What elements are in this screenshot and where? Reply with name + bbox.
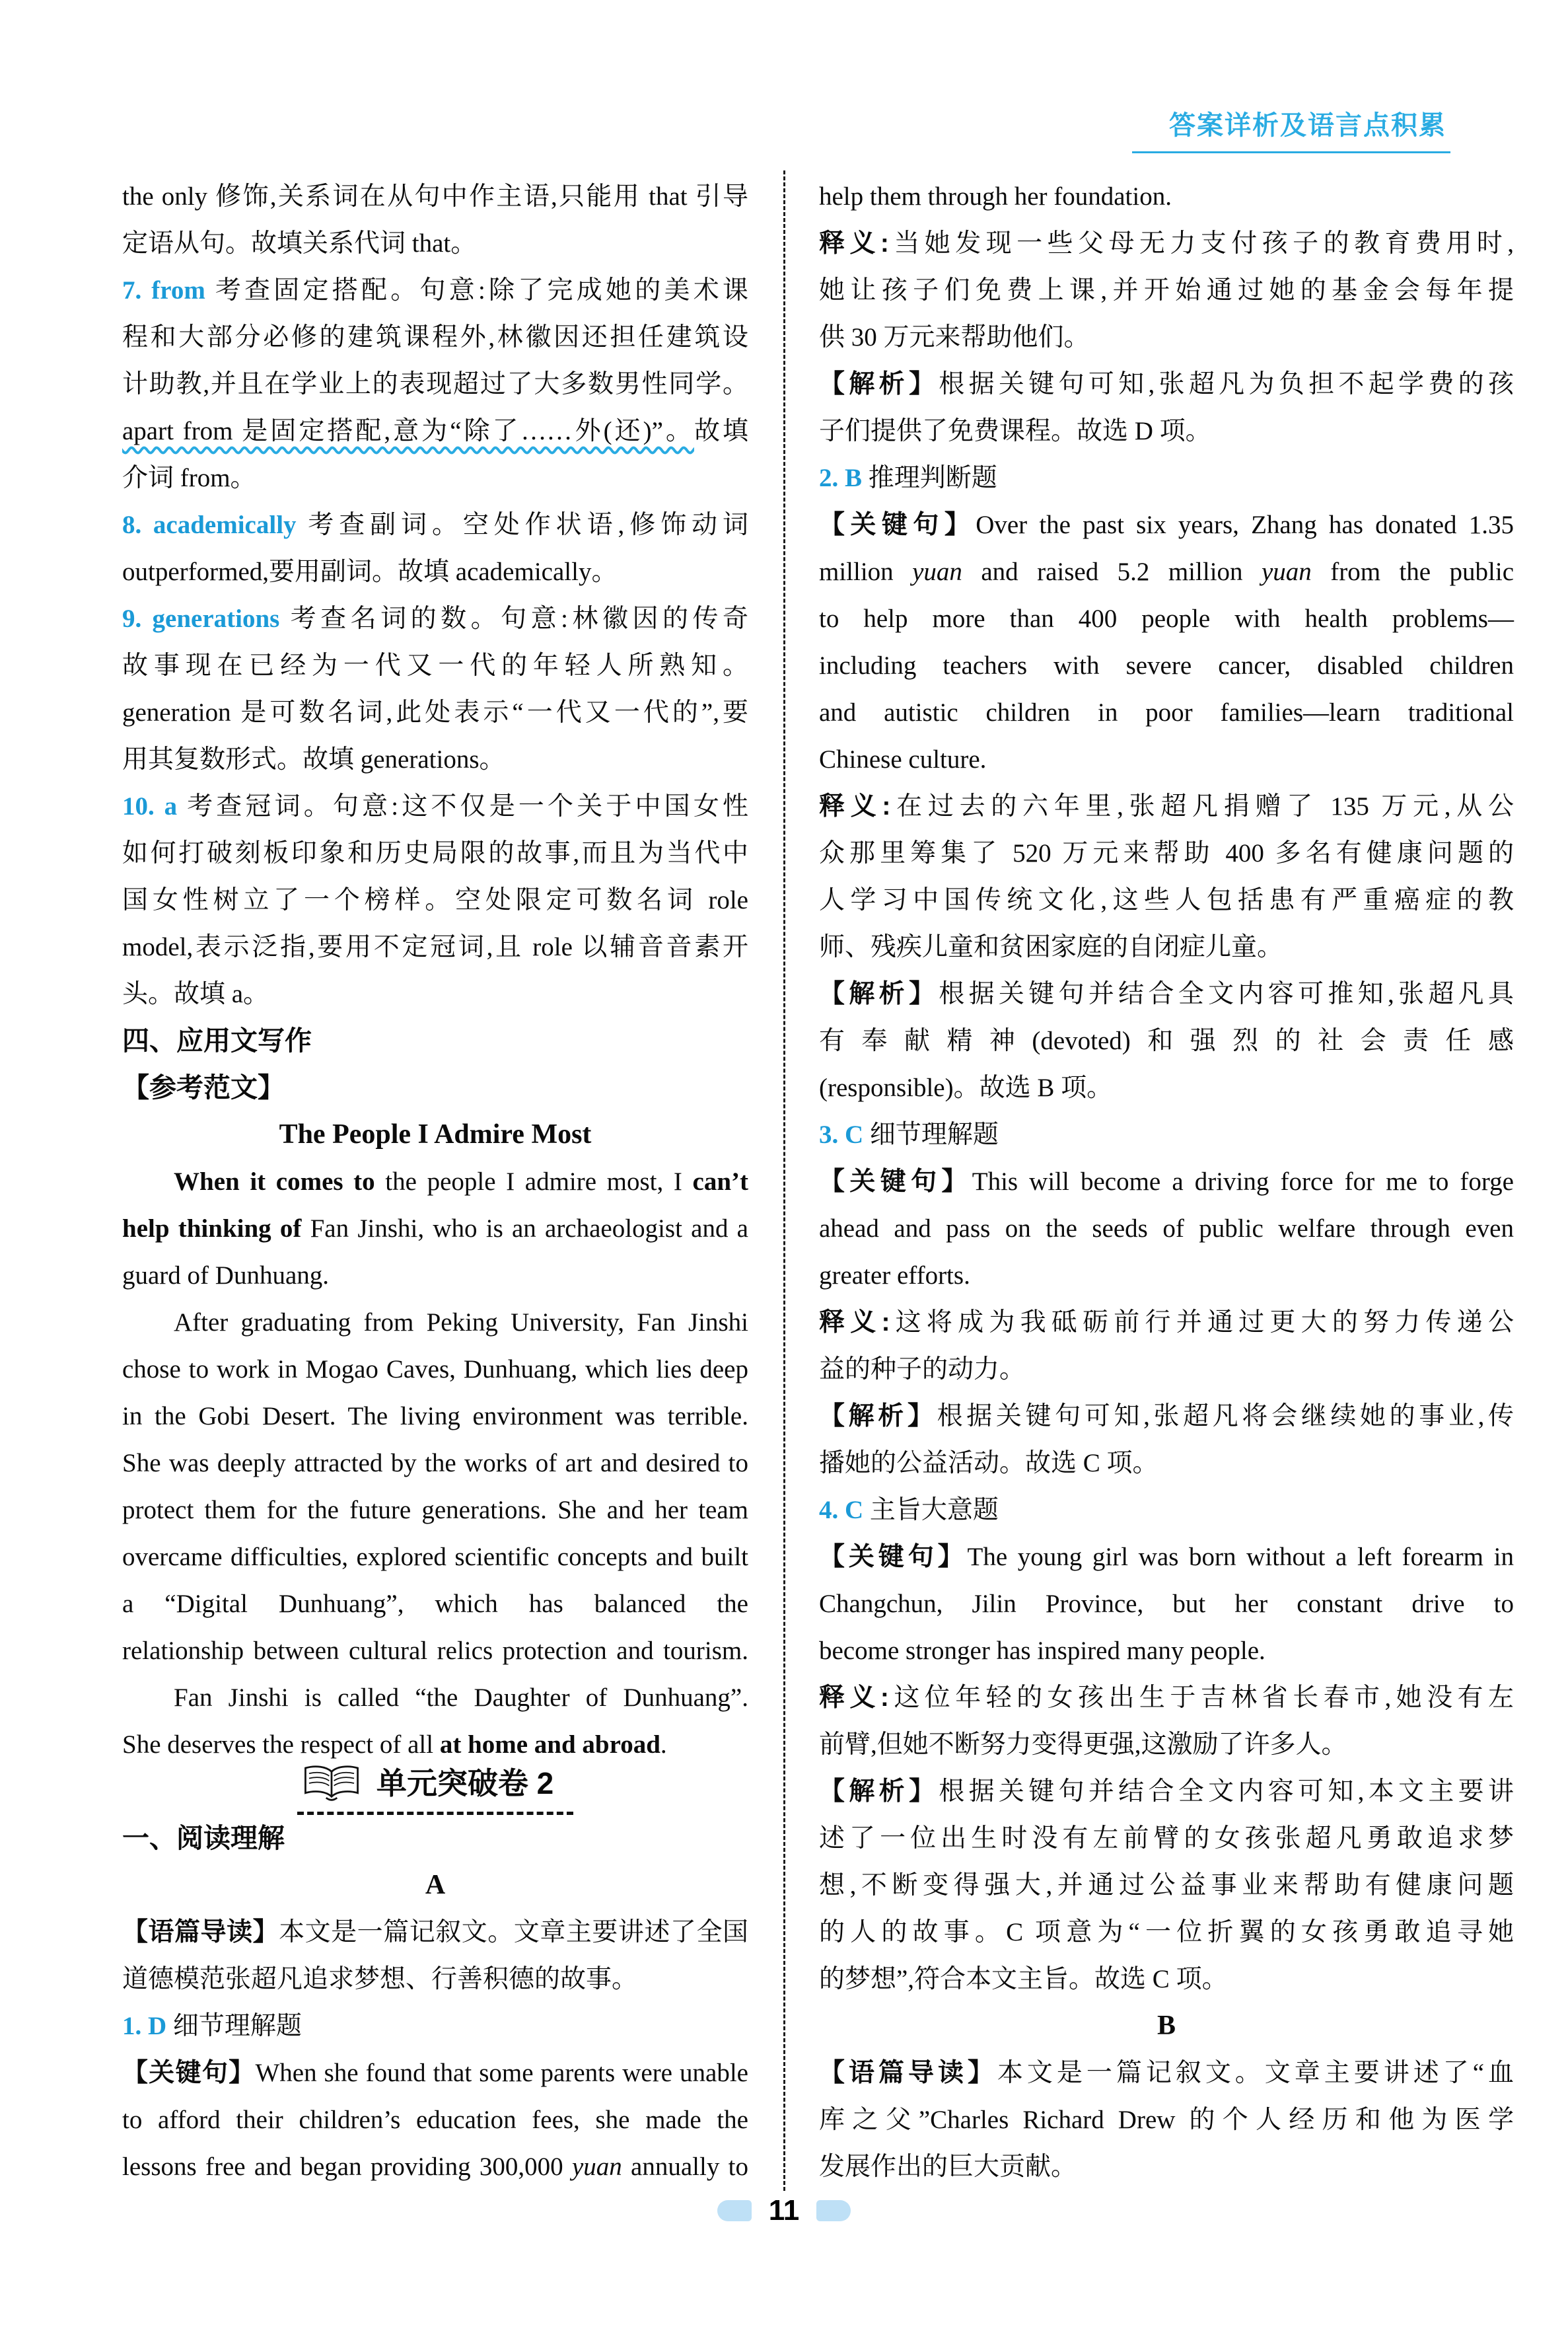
footer-left-pill	[717, 2200, 752, 2221]
text-line	[819, 1768, 1514, 1815]
text-segment: 本文是一篇记叙文。文章主要讲述了全国	[279, 1918, 748, 1946]
page-header-title: 答案详析及语言点积累	[1132, 104, 1450, 153]
text-segment: Fan Jinshi is called “the Daughter of Dunhuang”.	[174, 1683, 748, 1712]
text-segment: 细节理解题	[863, 1121, 999, 1149]
text-segment: 本文是一篇记叙文。文章主要讲述了“血	[997, 2059, 1514, 2087]
text-segment: 如何打破刻板印象和历史局限的故事,而且为当代中	[122, 839, 748, 867]
text-line	[819, 501, 1514, 548]
text-segment: 师、残疾儿童和贫困家庭的自闭症儿童。	[819, 933, 1283, 961]
text-segment: 定语从句。故填关系代词 that。	[122, 229, 477, 258]
text-segment: 述了一位出生时没有左前臂的女孩张超凡勇敢追求梦	[819, 1824, 1514, 1853]
text-segment: a “Digital Dunhuang”, which has balanced the	[122, 1590, 748, 1618]
text-segment: A	[425, 1870, 446, 1900]
text-line	[819, 1674, 1514, 1721]
text-segment: 2. B	[819, 464, 863, 492]
text-line	[122, 548, 748, 595]
text-line	[122, 1909, 748, 1956]
text-segment: When it comes to	[174, 1167, 375, 1196]
text-line	[122, 1533, 748, 1580]
text-segment: 想,不断变得强大,并通过公益事业来帮助有健康问题	[819, 1871, 1514, 1900]
text-line	[819, 1815, 1514, 1862]
text-line	[819, 1440, 1514, 1487]
text-line	[819, 830, 1514, 877]
page-footer	[0, 2194, 1568, 2227]
text-segment: 介词 from。	[122, 464, 256, 492]
text-line	[122, 642, 748, 689]
text-line	[819, 1487, 1514, 1533]
text-segment: 考查名词的数。句意:林徽因的传奇	[279, 605, 749, 633]
text-segment: Over the past six years, Zhang has donated 1.35	[976, 511, 1514, 539]
text-line	[819, 173, 1514, 220]
text-segment: outperformed,要用副词。故填 academically。	[122, 558, 618, 586]
text-segment: 头。故填 a。	[122, 980, 269, 1008]
text-segment: This will become a driving force for me to forge	[972, 1167, 1514, 1196]
text-segment: The young girl was born without a left forearm in	[967, 1543, 1514, 1571]
text-segment: Chinese culture.	[819, 745, 987, 774]
text-line	[819, 1580, 1514, 1627]
text-segment: 的梦想”,符合本文主旨。故选 C 项。	[819, 1965, 1228, 1993]
text-segment: ahead and pass on the seeds of public welfare through even	[819, 1214, 1514, 1243]
text-line	[819, 361, 1514, 408]
text-segment: relationship between cultural relics protection and tourism.	[122, 1637, 748, 1665]
text-segment: 4. C	[819, 1496, 864, 1524]
text-segment: 考查冠词。句意:这不仅是一个关于中国女性	[177, 792, 749, 821]
text-segment: 子们提供了免费课程。故选 D 项。	[819, 417, 1211, 445]
text-segment: 库之父”Charles Richard Drew 的个人经历和他为医学	[819, 2106, 1514, 2134]
text-segment: protect them for the future generations. She and her team	[122, 1496, 748, 1524]
footer-right-pill	[816, 2200, 851, 2221]
text-segment: 程和大部分必修的建筑课程外,林徽因还担任建筑设	[122, 323, 748, 351]
text-line	[819, 1252, 1514, 1299]
text-line	[122, 408, 748, 455]
unit-banner-line	[122, 1768, 748, 1815]
text-segment: help them through her foundation.	[819, 182, 1172, 211]
text-segment: million	[819, 558, 913, 586]
text-segment: 一、阅读理解	[122, 1823, 285, 1853]
text-segment: 故填	[694, 417, 748, 445]
text-line	[819, 314, 1514, 361]
text-segment: 的人的故事。C 项意为“一位折翼的女孩勇敢追寻她	[819, 1918, 1514, 1946]
text-line	[819, 1956, 1514, 2003]
text-segment: chose to work in Mogao Caves, Dunhuang, which lies deep	[122, 1355, 748, 1384]
text-segment: She deserves the respect of all	[122, 1730, 440, 1759]
text-segment: 计助教,并且在学业上的表现超过了大多数男性同学。	[122, 370, 748, 398]
text-line	[122, 1674, 748, 1721]
text-segment: annually to	[622, 2153, 748, 2181]
text-segment: 10. a	[122, 792, 178, 821]
text-segment: 发展作出的巨大贡献。	[819, 2153, 1077, 2181]
text-line	[122, 1862, 748, 1909]
text-segment: become stronger has inspired many people.	[819, 1637, 1265, 1665]
text-segment: 益的种子的动力。	[819, 1355, 1026, 1384]
text-line	[122, 971, 748, 1017]
text-segment: 国女性树立了一个榜样。空处限定可数名词 role	[122, 886, 748, 914]
text-line	[122, 1111, 748, 1158]
text-line	[819, 1627, 1514, 1674]
text-segment: yuan	[1261, 558, 1312, 586]
text-line	[122, 1064, 748, 1111]
text-segment: the people I admire most, I	[374, 1167, 693, 1196]
left-column	[122, 173, 748, 2190]
open-book-icon	[301, 1764, 362, 1802]
text-line	[819, 2096, 1514, 2143]
text-line	[122, 1440, 748, 1487]
text-segment: 释义:	[819, 1683, 889, 1712]
text-line	[819, 2143, 1514, 2190]
text-segment: 有奉献精神(devoted)和强烈的社会责任感	[819, 1027, 1514, 1055]
text-line	[819, 1158, 1514, 1205]
text-line	[122, 1815, 748, 1862]
text-line	[122, 1956, 748, 2003]
text-line	[122, 267, 748, 314]
text-segment: 【关键句】	[819, 1167, 972, 1196]
text-line	[819, 642, 1514, 689]
text-segment: 1. D	[122, 2012, 167, 2040]
text-line	[122, 1299, 748, 1346]
text-line	[819, 267, 1514, 314]
text-segment: B	[1157, 2011, 1176, 2041]
unit-banner	[297, 1761, 573, 1815]
text-line	[819, 877, 1514, 924]
text-segment: 推理判断题	[862, 464, 997, 492]
text-line	[122, 1017, 748, 1064]
text-line	[819, 2003, 1514, 2049]
text-segment: 【语篇导读】	[122, 1918, 279, 1946]
text-segment: and raised 5.2 million	[962, 558, 1262, 586]
right-column	[819, 173, 1514, 2190]
text-line	[819, 455, 1514, 501]
text-line	[122, 455, 748, 501]
text-line	[819, 1721, 1514, 1768]
text-segment: 人学习中国传统文化,这些人包括患有严重癌症的教	[819, 886, 1514, 914]
text-segment: 释义:	[819, 1308, 890, 1337]
text-line	[122, 2096, 748, 2143]
text-segment: 用其复数形式。故填 generations。	[122, 745, 505, 774]
text-segment: 【解析】	[819, 370, 939, 398]
text-segment: 3. C	[819, 1121, 864, 1149]
text-line	[819, 220, 1514, 267]
text-segment: 考查固定搭配。句意:除了完成她的美术课	[205, 276, 748, 305]
text-line	[819, 924, 1514, 971]
text-segment: 细节理解题	[166, 2012, 302, 2040]
text-line	[819, 971, 1514, 1017]
text-line	[122, 501, 748, 548]
text-line	[819, 736, 1514, 783]
text-line	[122, 1393, 748, 1440]
text-segment: 9. generations	[122, 605, 280, 633]
text-line	[819, 783, 1514, 830]
text-line	[819, 595, 1514, 642]
text-segment: 她让孩子们免费上课,并开始通过她的基金会每年提	[819, 276, 1514, 305]
text-line	[819, 1393, 1514, 1440]
text-line	[819, 1111, 1514, 1158]
text-line	[122, 595, 748, 642]
text-segment: can’t	[692, 1167, 748, 1196]
text-segment: 众那里筹集了 520 万元来帮助 400 多名有健康问题的	[819, 839, 1514, 867]
text-segment: 前臂,但她不断努力变得更强,这激励了许多人。	[819, 1730, 1347, 1759]
text-segment: Fan Jinshi, who is an archaeologist and a	[301, 1214, 748, 1243]
text-segment: The People I Admire Most	[279, 1119, 592, 1150]
text-segment: 【参考范文】	[122, 1072, 285, 1103]
text-line	[122, 924, 748, 971]
text-segment: (responsible)。故选 B 项。	[819, 1074, 1113, 1102]
text-line	[122, 2003, 748, 2049]
text-line	[122, 1205, 748, 1252]
text-line	[819, 2049, 1514, 2096]
text-segment: guard of Dunhuang.	[122, 1261, 330, 1290]
text-segment: apart from 是固定搭配,意为“除了……外(还)”。	[122, 417, 694, 445]
text-segment: Changchun, Jilin Province, but her constant drive to	[819, 1590, 1514, 1618]
text-line	[122, 1158, 748, 1205]
text-line	[819, 1909, 1514, 1956]
text-line	[819, 1064, 1514, 1111]
text-line	[819, 1533, 1514, 1580]
text-segment: 根据关键句可知,张超凡为负担不起学费的孩	[939, 370, 1514, 398]
text-segment: .	[660, 1730, 667, 1759]
text-segment: When she found that some parents were unable	[255, 2059, 748, 2087]
text-segment: 根据关键句并结合全文内容可知,本文主要讲	[939, 1777, 1514, 1806]
text-segment: 【关键句】	[819, 1543, 968, 1571]
text-segment: 主旨大意题	[863, 1496, 999, 1524]
text-line	[122, 830, 748, 877]
text-line	[122, 2143, 748, 2190]
text-line	[122, 2049, 748, 2096]
text-segment: 道德模范张超凡追求梦想、行善积德的故事。	[122, 1965, 638, 1993]
text-segment: including teachers with severe cancer, disabled children	[819, 651, 1514, 680]
text-line	[122, 736, 748, 783]
text-line	[122, 314, 748, 361]
text-segment: the only 修饰,关系词在从句中作主语,只能用 that 引导	[122, 182, 748, 211]
text-segment: 在过去的六年里,张超凡捐赠了 135 万元,从公	[890, 792, 1514, 821]
text-line	[819, 1862, 1514, 1909]
text-segment: 故事现在已经为一代又一代的年轻人所熟知。	[122, 651, 748, 680]
text-line	[819, 1346, 1514, 1393]
text-line	[122, 1487, 748, 1533]
column-divider	[783, 170, 785, 2191]
text-segment: help thinking of	[122, 1214, 302, 1243]
text-line	[122, 1580, 748, 1627]
text-segment: yuan	[912, 558, 962, 586]
text-segment: model,表示泛指,要用不定冠词,且 role 以辅音音素开	[122, 933, 748, 961]
text-segment: 这将成为我砥砺前行并通过更大的努力传递公	[890, 1308, 1514, 1337]
text-line	[122, 1346, 748, 1393]
text-segment: 考查副词。空处作状语,修饰动词	[296, 511, 748, 539]
text-segment: from the public	[1311, 558, 1515, 586]
text-line	[122, 1252, 748, 1299]
text-line	[122, 361, 748, 408]
text-segment: generation 是可数名词,此处表示“一代又一代的”,要	[122, 698, 748, 727]
text-segment: 这位年轻的女孩出生于吉林省长春市,她没有左	[888, 1683, 1514, 1712]
text-line	[819, 689, 1514, 736]
text-line	[122, 877, 748, 924]
text-line	[819, 408, 1514, 455]
text-segment: 【语篇导读】	[819, 2059, 997, 2087]
text-segment: and autistic children in poor families—learn traditional	[819, 698, 1514, 727]
text-segment: in the Gobi Desert. The living environment was terrible.	[122, 1402, 748, 1430]
text-segment: She was deeply attracted by the works of art and desired to	[122, 1449, 748, 1477]
text-segment: to help more than 400 people with health problems—	[819, 605, 1514, 633]
text-line	[819, 548, 1514, 595]
text-segment: 7. from	[122, 276, 205, 305]
text-segment: 【解析】	[819, 1777, 939, 1806]
text-line	[122, 173, 748, 220]
text-line	[122, 689, 748, 736]
text-segment: 当她发现一些父母无力支付孩子的教育费用时,	[888, 229, 1514, 258]
text-line	[819, 1205, 1514, 1252]
text-line	[819, 1299, 1514, 1346]
text-segment: 四、应用文写作	[122, 1025, 312, 1056]
text-segment: 播她的公益活动。故选 C 项。	[819, 1449, 1158, 1477]
text-segment: overcame difficulties, explored scientific concepts and built	[122, 1543, 748, 1571]
text-segment: 【解析】	[819, 1402, 937, 1430]
text-line	[819, 1017, 1514, 1064]
text-segment: 【关键句】	[819, 511, 976, 539]
text-segment: After graduating from Peking University, Fan Jinshi	[174, 1308, 748, 1337]
text-segment: 8. academically	[122, 511, 297, 539]
text-segment: yuan	[571, 2153, 622, 2181]
text-segment: lessons free and began providing 300,000	[122, 2153, 572, 2181]
text-segment: 根据关键句并结合全文内容可推知,张超凡具	[939, 980, 1514, 1008]
text-segment: 【解析】	[819, 980, 939, 1008]
text-line	[122, 783, 748, 830]
text-line	[122, 220, 748, 267]
text-line	[122, 1627, 748, 1674]
text-segment: 释义:	[819, 792, 891, 821]
page-number: 11	[768, 2194, 800, 2227]
text-segment: 单元突破卷 2	[376, 1766, 554, 1800]
text-segment: to afford their children’s education fees, she made the	[122, 2106, 748, 2134]
text-segment: at home and abroad	[439, 1730, 660, 1759]
text-segment: 【关键句】	[122, 2059, 256, 2087]
text-segment: 释义:	[819, 229, 889, 258]
text-segment: 供 30 万元来帮助他们。	[819, 323, 1090, 351]
text-segment: greater efforts.	[819, 1261, 970, 1290]
text-segment: 根据关键句可知,张超凡将会继续她的事业,传	[937, 1402, 1514, 1430]
